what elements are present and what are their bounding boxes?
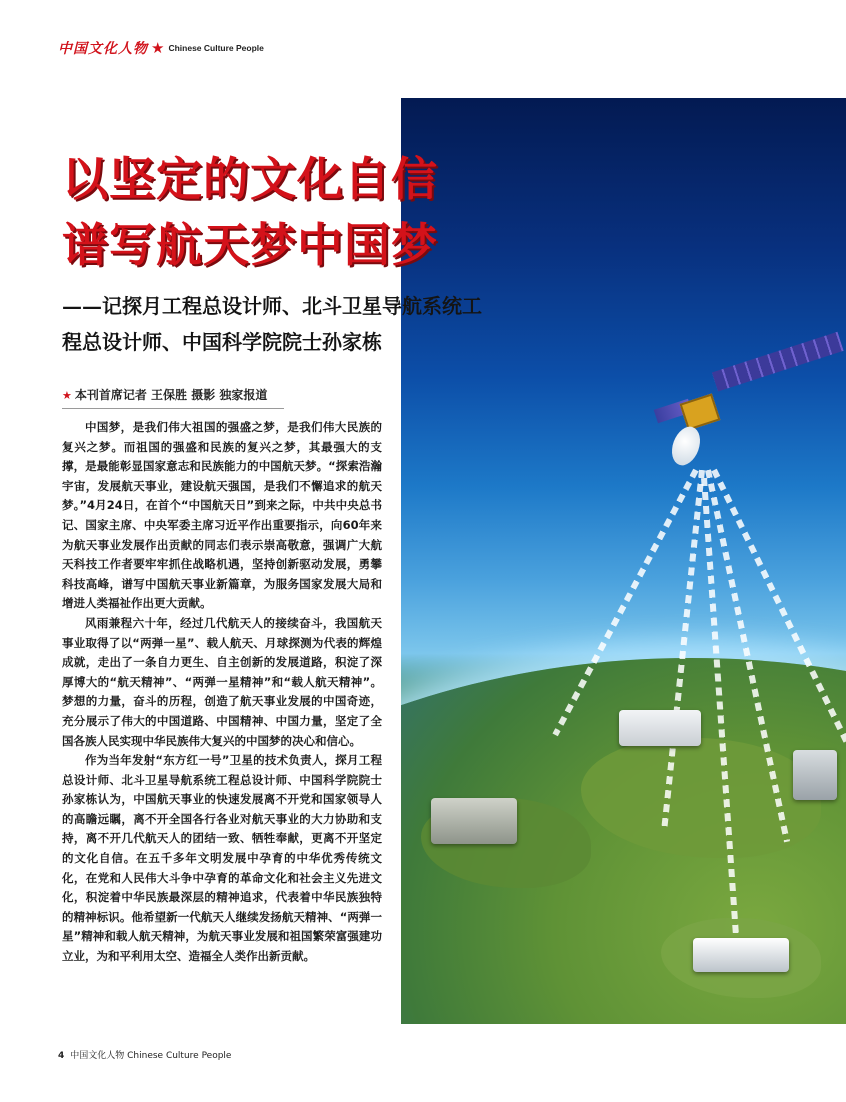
subtitle-line-1: ——记探月工程总设计师、北斗卫星导航系统工 — [62, 294, 482, 318]
paragraph: 中国梦，是我们伟大祖国的强盛之梦，是我们伟大民族的复兴之梦。而祖国的强盛和民族的复兴之梦，其最强大的支撑，是最能彰显国家意志和民族能力的中国航天梦。“探索浩瀚宇宙，发展航天事业，建设航天强国，是我们不懈追求的航天梦。”4月24日，在首个“中国航天日”到来之际，中共中央总书记、国家主席、中央军委主席习近平作出重要指示，向60年来为航天事业发展作出贡献的同志们表示崇高敬意，强调广大航天科技工作者要牢牢抓住战略机遇，坚持创新驱动发展，勇攀科技高峰，谱写中国航天事业新篇章，为服务国家发展大局和增进人类福祉作出更大贡献。 — [62, 420, 382, 611]
antenna-dish — [667, 423, 705, 469]
byline-text: 本刊首席记者 王保胜 摄影 独家报道 — [74, 388, 268, 402]
paragraph: 风雨兼程六十年，经过几代航天人的接续奋斗，我国航天事业取得了以“两弹一星”、载人航天、月球探测为代表的辉煌成就，走出了一条自力更生、自主创新的发展道路，积淀了深厚博大的“航天精神”、“两弹一星精神”和“载人航天精神”。梦想的力量，奋斗的历程，创造了航天事业发展的中国奇迹，充分展示了伟大的中国道路、中国精神、中国力量，坚定了全国各族人民实现中华民族伟大复兴的中国梦的决心和信心。 — [62, 615, 382, 748]
brand-name-cn: 中国文化人物 — [58, 41, 148, 57]
article-body — [62, 418, 382, 967]
solar-panel-right — [712, 332, 844, 392]
military-truck-icon — [431, 798, 517, 844]
footer-text: 中国文化人物 Chinese Culture People — [70, 1051, 232, 1061]
page-footer — [58, 1048, 231, 1061]
ship-icon — [693, 938, 789, 972]
byline — [62, 386, 284, 409]
subtitle-line-2: 程总设计师、中国科学院院士孙家栋 — [62, 330, 382, 354]
paragraph: 作为当年发射“东方红一号”卫星的技术负责人，探月工程总设计师、北斗卫星导航系统工程总设计师、中国科学院院士孙家栋认为，中国航天事业的快速发展离不开党和国家领导人的高瞻远瞩，离不开全国各行各业对航天事业的大力协助和支持，离不开几代航天人的团结一致、牺牲奉献，更离不开坚定的文化自信。在五千多年文明发展中孕育的中华优秀传统文化，在党和人民伟大斗争中孕育的革命文化和社会主义先进文化，积淀着中华民族最深层的精神追求，代表着中华民族独特的精神标识。他希望新一代航天人继续发扬航天精神、“两弹一星”精神和载人航天精神，为航天事业发展和祖国繁荣富强建功立业，为和平利用太空、造福全人类作出新贡献。 — [62, 753, 382, 964]
title-line-2: 谱写航天梦中国梦 — [62, 218, 438, 272]
magazine-header — [58, 38, 264, 58]
oil-platform-icon — [793, 750, 837, 800]
page-number: 4 — [58, 1051, 65, 1061]
satellite-earth-illustration — [401, 98, 846, 1024]
star-icon: ★ — [62, 389, 72, 402]
bus-icon — [619, 710, 701, 746]
title-line-1: 以坚定的文化自信 — [62, 152, 438, 206]
article-title — [62, 146, 438, 278]
brand-name-en: Chinese Culture People — [168, 43, 264, 53]
star-icon: ★ — [151, 39, 165, 57]
article-subtitle — [62, 288, 482, 360]
